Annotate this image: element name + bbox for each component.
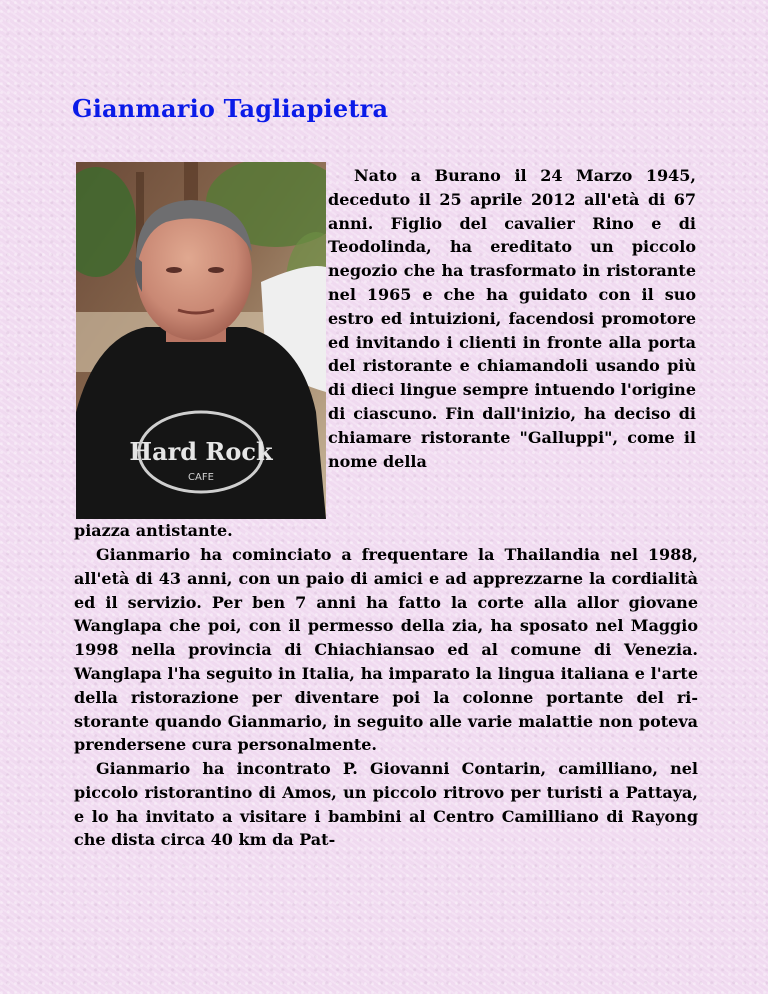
shirt-logo: Hard Rock <box>129 437 273 466</box>
paragraph-contarin: Gianmario ha incontrato P. Giovanni Contarin, camilliano, nel piccolo ristorantino di Amos, un piccolo ritrovo per turisti a Pattaya, e lo ha invitato a visitare i bambini al Centro Camilliano di Rayong che dista circa 40 km da Pat- <box>74 759 698 850</box>
paragraph-intro: Nato a Burano il 24 Marzo 1945, deceduto il 25 aprile 2012 all'età di 67 anni. Figlio del cavalier Rino e di Teodolinda, ha ereditato un piccolo negozio che ha trasformato in ristorante nel 1965 e che ha guidato con il suo estro ed intuizioni, facendosi promotore ed invitando i clienti in fronte alla porta del ristorante e chiamandoli usando più di dieci lingue sempre intuendo l'origine di ciascuno. Fin dall'inizio, ha deciso di chiamare ristorante "Galluppi", come il nome della <box>328 166 696 471</box>
paragraph-thailand: Gianmario ha cominciato a frequentare la Thailandia nel 1988, all'età di 43 anni, con un paio di amici e ad apprezzarne la cordialità ed il servizio. Per ben 7 anni ha fatto la corte alla allor giovane Wanglapa che poi, con il permesso della zia, ha sposato nel Maggio 1998 nella provincia di Chiachiansao ed al comune di Venezia. Wanglapa l'ha seguito in Italia, ha imparato la lingua italiana e l'arte della ristorazione per diventare poi la colonne portante del ristorante quando Gianmario, in seguito alle varie malattie non poteva prendersene cura personalmente. <box>74 545 698 755</box>
svg-text:CAFE: CAFE <box>188 472 214 483</box>
paragraph-intro-tail: piazza antistante. <box>74 521 233 540</box>
portrait-photo <box>76 162 326 519</box>
page-title: Gianmario Tagliapietra <box>72 94 389 123</box>
